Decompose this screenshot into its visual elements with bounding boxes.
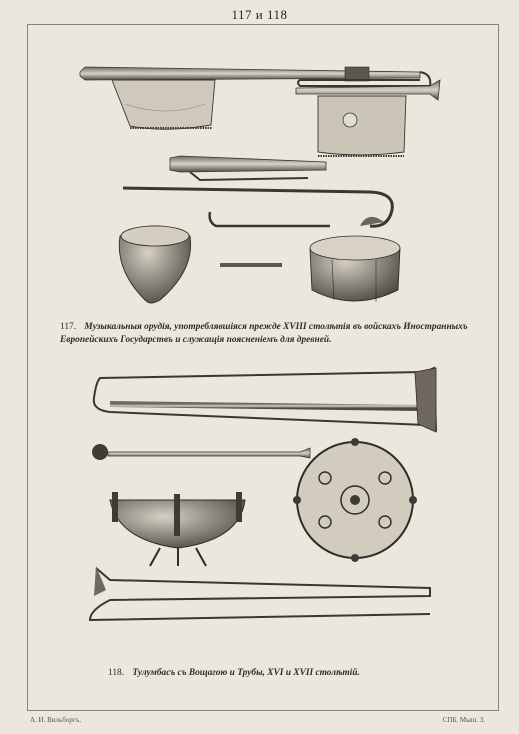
small-pipe <box>220 263 282 267</box>
bottom-trumpet <box>90 566 430 620</box>
curved-horn <box>123 188 392 226</box>
round-drum-head <box>293 438 417 562</box>
page-number: 117 и 118 <box>231 7 288 22</box>
caption-117-number: 117. <box>60 322 77 332</box>
drum-right <box>310 236 400 302</box>
drumstick <box>92 444 310 460</box>
caption-118-text: Тулумбасъ съ Вощагою и Трубы, XVI и XVII столѣтій. <box>132 668 360 678</box>
caption-figure-117 <box>60 321 480 347</box>
printer-credit: СПБ. Мыш. 3. <box>442 716 485 724</box>
tulumbas-kettle-drum <box>110 492 245 566</box>
publisher-credit: А. И. Вильборгъ, <box>30 716 82 724</box>
caption-118-number: 118. <box>108 668 125 678</box>
folded-trumpet <box>170 156 326 180</box>
bent-tube <box>210 212 330 226</box>
caption-117-text: Музыкальныя орудія, употреблявшіяся прежде XVIII столѣтія въ войскахъ Иностранныхъ Европейскихъ Государствъ и служащія поясненіемъ для древней. <box>60 322 468 345</box>
caption-figure-118 <box>108 667 488 680</box>
long-folded-trumpet <box>94 368 436 432</box>
trumpet-with-sun-banner <box>296 80 440 156</box>
kettle-drum-left <box>119 226 190 303</box>
